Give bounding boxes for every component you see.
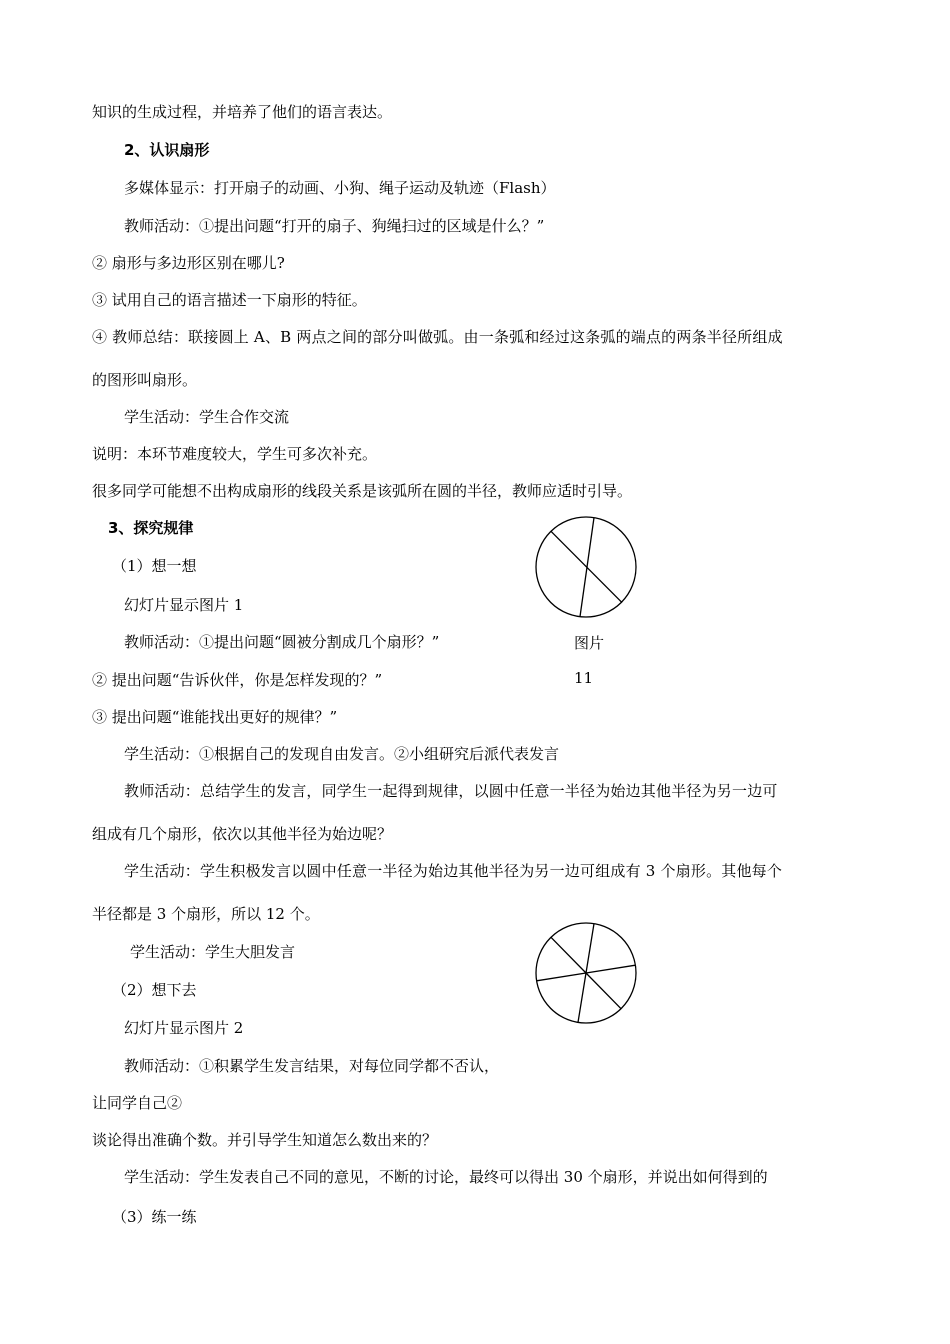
text-line: （3）练一练 [112, 1208, 197, 1226]
text-line: 组成有几个扇形，依次以其他半径为始边呢？ [92, 825, 393, 843]
text-line: （1）想一想 [112, 557, 197, 575]
text-line: 教师活动：①提出问题“圆被分割成几个扇形？” [124, 633, 440, 651]
text-line: 知识的生成过程，并培养了他们的语言表达。 [92, 103, 393, 121]
text-line: （2）想下去 [112, 981, 197, 999]
text-line: 教师活动：总结学生的发言，同学生一起得到规律，以圆中任意一半径为始边其他半径为另一边可 [124, 782, 778, 800]
section-heading: 3、探究规律 [108, 519, 194, 537]
text-line: 幻灯片显示图片 2 [124, 1019, 244, 1037]
text-line: 让同学自己② [92, 1094, 183, 1112]
circle-six-sectors-figure [530, 921, 642, 1027]
text-line: 很多同学可能想不出构成扇形的线段关系是该弧所在圆的半径，教师应适时引导。 [92, 482, 633, 500]
text-line: 幻灯片显示图片 1 [124, 596, 244, 614]
text-line: ④ 教师总结：联接圆上 A、B 两点之间的部分叫做弧。由一条弧和经过这条弧的端点的两条半径所组成 [92, 328, 783, 346]
figure-caption: 图片 [574, 634, 605, 652]
text-line: ③ 试用自己的语言描述一下扇形的特征。 [92, 291, 367, 309]
text-line: 学生活动：学生大胆发言 [130, 943, 296, 961]
text-line: 多媒体显示：打开扇子的动画、小狗、绳子运动及轨迹（Flash） [124, 179, 556, 197]
text-line: 学生活动：学生合作交流 [124, 408, 290, 426]
text-line: 说明：本环节难度较大，学生可多次补充。 [92, 445, 378, 463]
text-line: 教师活动：①积累学生发言结果，对每位同学都不否认， [124, 1057, 500, 1075]
text-line: ② 扇形与多边形区别在哪儿? [92, 254, 285, 272]
text-line: ② 提出问题“告诉伙伴，你是怎样发现的？” [92, 671, 383, 689]
text-line: 教师活动：①提出问题“打开的扇子、狗绳扫过的区域是什么？” [124, 217, 545, 235]
circle-four-sectors-figure [530, 515, 642, 621]
text-line: 学生活动：学生积极发言以圆中任意一半径为始边其他半径为另一边可组成有 3 个扇形。其他每个 [124, 862, 783, 880]
text-line: 半径都是 3 个扇形，所以 12 个。 [92, 905, 320, 923]
figure-caption-number: 11 [574, 669, 594, 687]
text-line: 的图形叫扇形。 [92, 371, 198, 389]
text-line: ③ 提出问题“谁能找出更好的规律？” [92, 708, 338, 726]
text-line: 学生活动：①根据自己的发现自由发言。②小组研究后派代表发言 [124, 745, 560, 763]
text-line: 谈论得出准确个数。并引导学生知道怎么数出来的？ [92, 1131, 438, 1149]
text-line: 学生活动：学生发表自己不同的意见，不断的讨论，最终可以得出 30 个扇形，并说出如何得到的 [124, 1168, 768, 1186]
section-heading: 2、认识扇形 [124, 141, 210, 159]
